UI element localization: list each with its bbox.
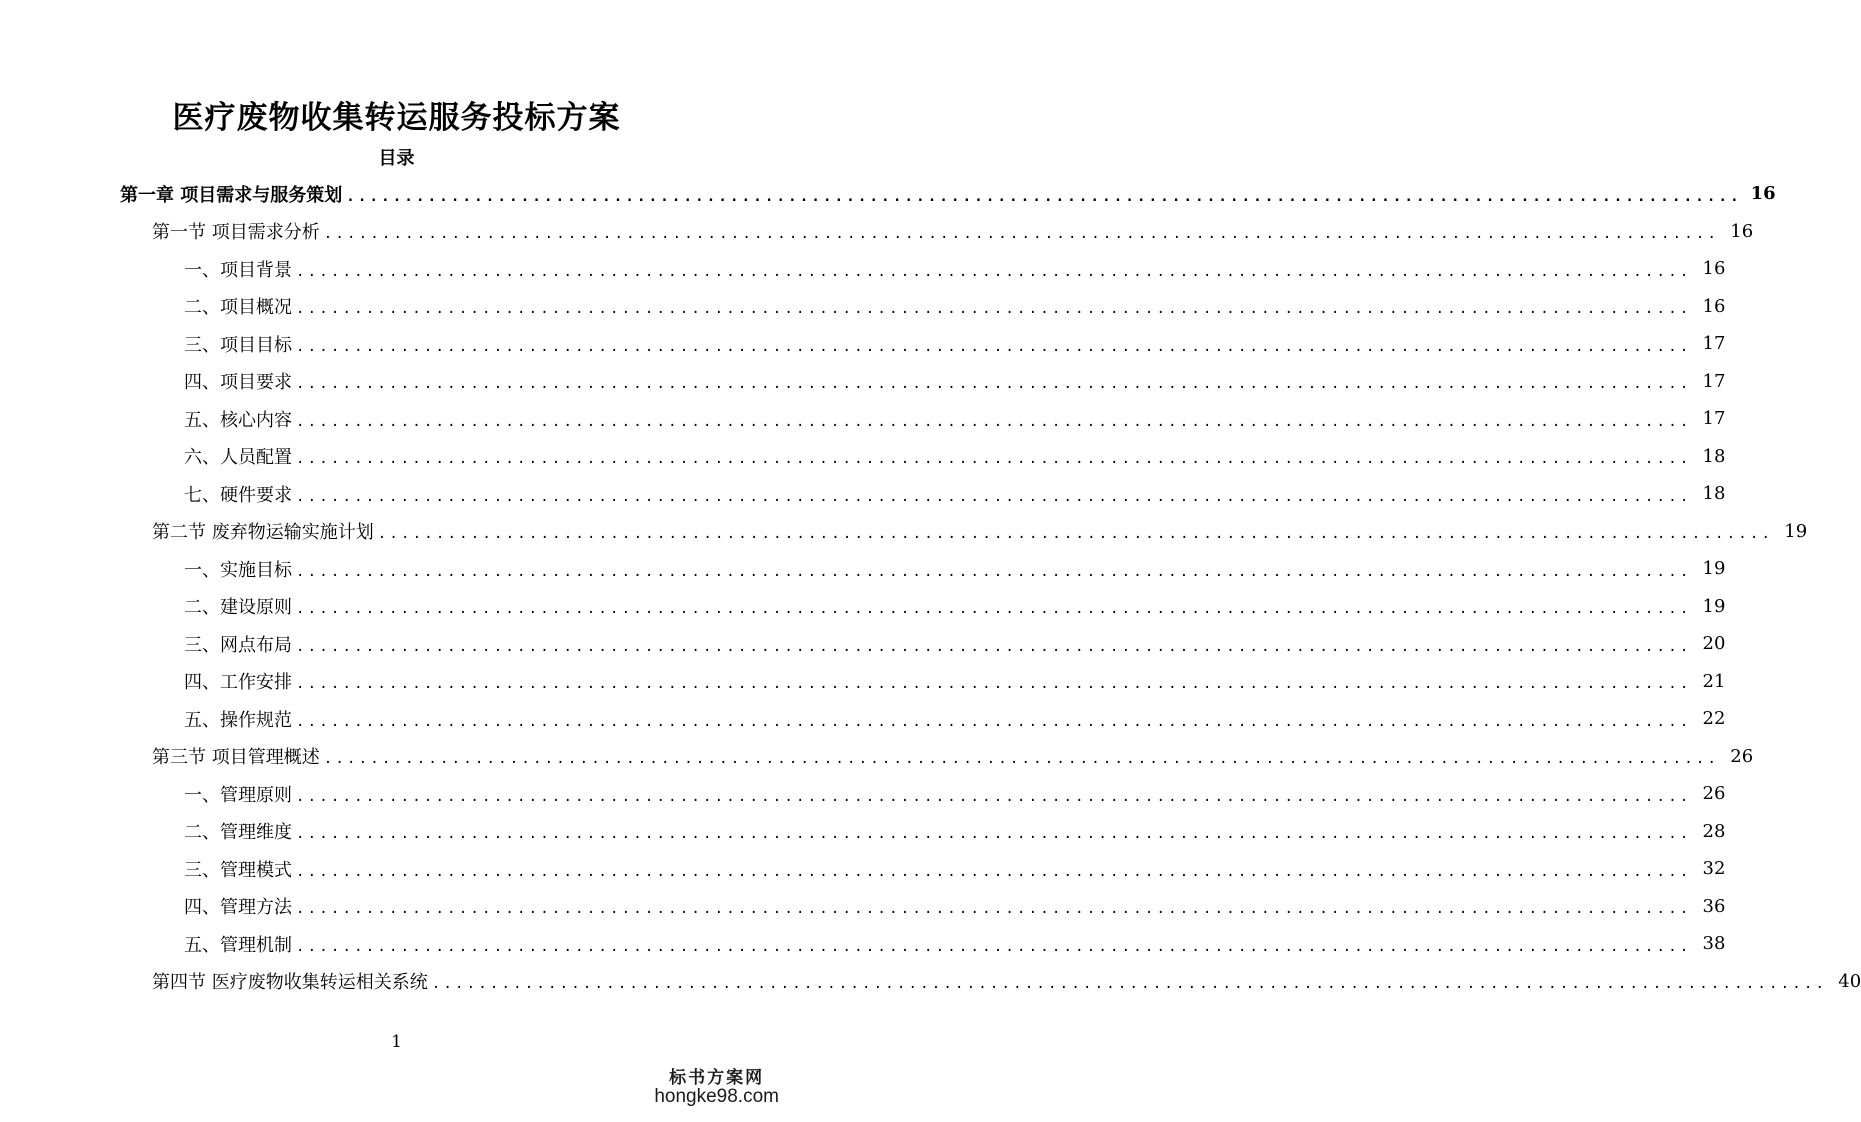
toc-entry[interactable] [0,363,1726,401]
toc-entry-label: 三、管理模式 [184,859,292,881]
page-number: 1 [391,1032,402,1052]
toc-entry-label: 四、工作安排 [184,672,292,694]
toc-entry-label: 二、管理维度 [184,822,292,844]
toc-entry-label: 二、项目概况 [184,297,292,319]
toc-entry[interactable] [0,738,1754,776]
toc-entry[interactable] [0,550,1726,588]
toc-entry-label: 四、项目要求 [184,372,292,394]
toc-dot-leader: ........................................................................................................................ [296,938,1692,955]
toc-entry-page: 19 [1702,595,1726,617]
toc-entry-page: 16 [1730,220,1754,242]
toc-entry-label: 五、管理机制 [184,934,292,956]
toc-dot-leader: ........................................................................................................................ [296,788,1692,805]
toc-dot-leader: ........................................................................................................................ [431,976,1828,993]
toc-entry[interactable] [0,588,1726,626]
toc-entry-page: 22 [1702,708,1726,730]
toc-entry[interactable] [0,663,1726,701]
watermark-brand: 标书方案网 [669,1068,765,1088]
toc-entry-page: 17 [1702,408,1726,430]
toc-entry[interactable] [0,925,1726,963]
toc-entry[interactable] [0,888,1726,926]
toc-dot-leader: ........................................................................................................................ [296,826,1692,843]
toc-dot-leader: ........................................................................................................................ [296,263,1692,280]
toc-heading: 目录 [378,148,415,169]
toc-entry-label: 第二节 废弃物运输实施计划 [152,522,374,544]
toc-entry-label: 二、建设原则 [184,597,292,619]
toc-entry[interactable] [0,625,1726,663]
toc-dot-leader: ........................................................................................................................ [296,563,1692,580]
toc-dot-leader: ........................................................................................................................ [296,601,1692,618]
toc-entry-page: 17 [1702,333,1726,355]
toc-entry[interactable] [0,775,1726,813]
toc-dot-leader: ........................................................................................................................ [296,863,1692,880]
toc-dot-leader: ........................................................................................................................ [323,226,1720,243]
toc-entry[interactable] [0,213,1754,251]
toc-entry[interactable] [0,475,1726,513]
toc-entry-label: 三、项目目标 [184,334,292,356]
toc-entry-page: 28 [1702,820,1726,842]
toc-entry[interactable] [0,175,1776,213]
toc-entry-label: 第四节 医疗废物收集转运相关系统 [152,972,428,994]
toc-entry-page: 18 [1702,483,1726,505]
toc-entry-label: 第一章 项目需求与服务策划 [120,184,343,206]
toc-entry-label: 五、操作规范 [184,709,292,731]
toc-dot-leader: ........................................................................................................................ [377,526,1774,543]
toc-entry[interactable] [0,250,1726,288]
site-watermark [654,1063,779,1108]
toc-entry[interactable] [0,438,1726,476]
toc-entry-label: 三、网点布局 [184,634,292,656]
toc-entry[interactable] [0,400,1726,438]
toc-entry-page: 26 [1730,745,1754,767]
toc-entry[interactable] [0,813,1726,851]
toc-entry-label: 四、管理方法 [184,897,292,919]
toc-entry-page: 40 [1838,970,1861,992]
toc-entry-page: 19 [1702,558,1726,580]
toc-entry[interactable] [0,288,1726,326]
toc-dot-leader: ........................................................................................................................ [346,188,1742,205]
toc-entry-page: 21 [1702,670,1726,692]
toc-entry-page: 16 [1702,295,1726,317]
toc-dot-leader: ........................................................................................................................ [296,901,1692,918]
toc-entry-page: 20 [1702,633,1726,655]
toc-dot-leader: ........................................................................................................................ [296,676,1692,693]
toc-dot-leader: ........................................................................................................................ [296,413,1692,430]
toc-entry-page: 16 [1750,183,1776,205]
table-of-contents [0,175,1861,1000]
toc-entry-page: 18 [1702,445,1726,467]
toc-entry-page: 38 [1702,933,1726,955]
toc-entry-label: 五、核心内容 [184,409,292,431]
toc-entry[interactable] [0,700,1726,738]
toc-entry[interactable] [0,513,1808,551]
toc-dot-leader: ........................................................................................................................ [296,638,1692,655]
document-title: 医疗废物收集转运服务投标方案 [172,100,621,136]
toc-entry-page: 36 [1702,895,1726,917]
toc-dot-leader: ........................................................................................................................ [296,301,1692,318]
toc-entry[interactable] [0,325,1726,363]
toc-entry-label: 一、实施目标 [184,559,292,581]
toc-dot-leader: ........................................................................................................................ [323,751,1720,768]
toc-dot-leader: ........................................................................................................................ [296,376,1692,393]
toc-entry-page: 16 [1702,258,1726,280]
toc-entry-label: 六、人员配置 [184,447,292,469]
watermark-domain: hongke98.com [654,1086,779,1107]
toc-entry[interactable] [0,850,1726,888]
toc-entry-page: 17 [1702,370,1726,392]
toc-entry-label: 七、硬件要求 [184,484,292,506]
toc-entry[interactable] [0,963,1861,1001]
toc-entry-label: 第三节 项目管理概述 [152,747,320,769]
toc-entry-label: 一、管理原则 [184,784,292,806]
toc-entry-page: 26 [1702,783,1726,805]
toc-dot-leader: ........................................................................................................................ [296,451,1692,468]
toc-entry-label: 第一节 项目需求分析 [152,222,320,244]
toc-dot-leader: ........................................................................................................................ [296,488,1692,505]
toc-entry-page: 32 [1702,858,1726,880]
toc-dot-leader: ........................................................................................................................ [296,713,1692,730]
toc-entry-label: 一、项目背景 [184,259,292,281]
toc-dot-leader: ........................................................................................................................ [296,338,1692,355]
toc-entry-page: 19 [1784,520,1808,542]
